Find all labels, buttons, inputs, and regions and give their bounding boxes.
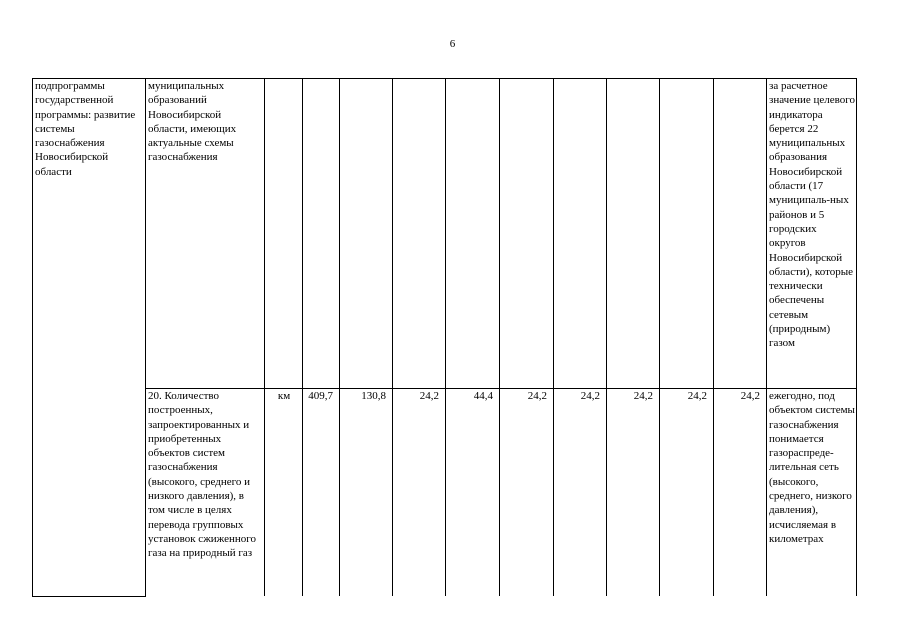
table-row (33, 389, 857, 597)
value-cell: 44,4 (446, 389, 500, 597)
value-cell: 130,8 (340, 389, 393, 597)
value-cell (500, 79, 554, 389)
indicators-table (32, 78, 857, 597)
value-cell: 24,2 (393, 389, 446, 597)
value-cell (554, 79, 607, 389)
value-cell (714, 79, 767, 389)
value-cell: 409,7 (303, 389, 340, 597)
unit-cell: км (265, 389, 303, 597)
value-cell (446, 79, 500, 389)
value-cell (303, 79, 340, 389)
value-cell (660, 79, 714, 389)
program-name-cell: подпрограммы государственной программы: развитие системы газоснабжения Новосибирской области (33, 79, 146, 597)
value-cell (340, 79, 393, 389)
value-cell: 24,2 (554, 389, 607, 597)
value-cell: 24,2 (660, 389, 714, 597)
note-cell: за расчетное значение целевого индикатора берется 22 муниципальных образования Новосибирской области (17 муниципаль-ных районов и 5 городских округов Новосибирской области), которые технически обеспечены сетевым (природным) газом (767, 79, 857, 389)
value-cell (607, 79, 660, 389)
value-cell: 24,2 (714, 389, 767, 597)
unit-cell (265, 79, 303, 389)
indicator-cell: 20. Количество построенных, запроектированных и приобретенных объектов систем газоснабжения (высокого, среднего и низкого давления), в том числе в целях перевода групповых установок сжиженного газа на природный газ (146, 389, 265, 597)
page-number: 6 (449, 38, 456, 50)
value-cell: 24,2 (500, 389, 554, 597)
note-cell: ежегодно, под объектом системы газоснабжения понимается газораспреде-лительная сеть (высокого, среднего, низкого давления), исчисляемая в километрах (767, 389, 857, 597)
indicator-cell: муниципальных образований Новосибирской области, имеющих актуальные схемы газоснабжения (146, 79, 265, 389)
value-cell: 24,2 (607, 389, 660, 597)
value-cell (393, 79, 446, 389)
table-row (33, 79, 857, 389)
